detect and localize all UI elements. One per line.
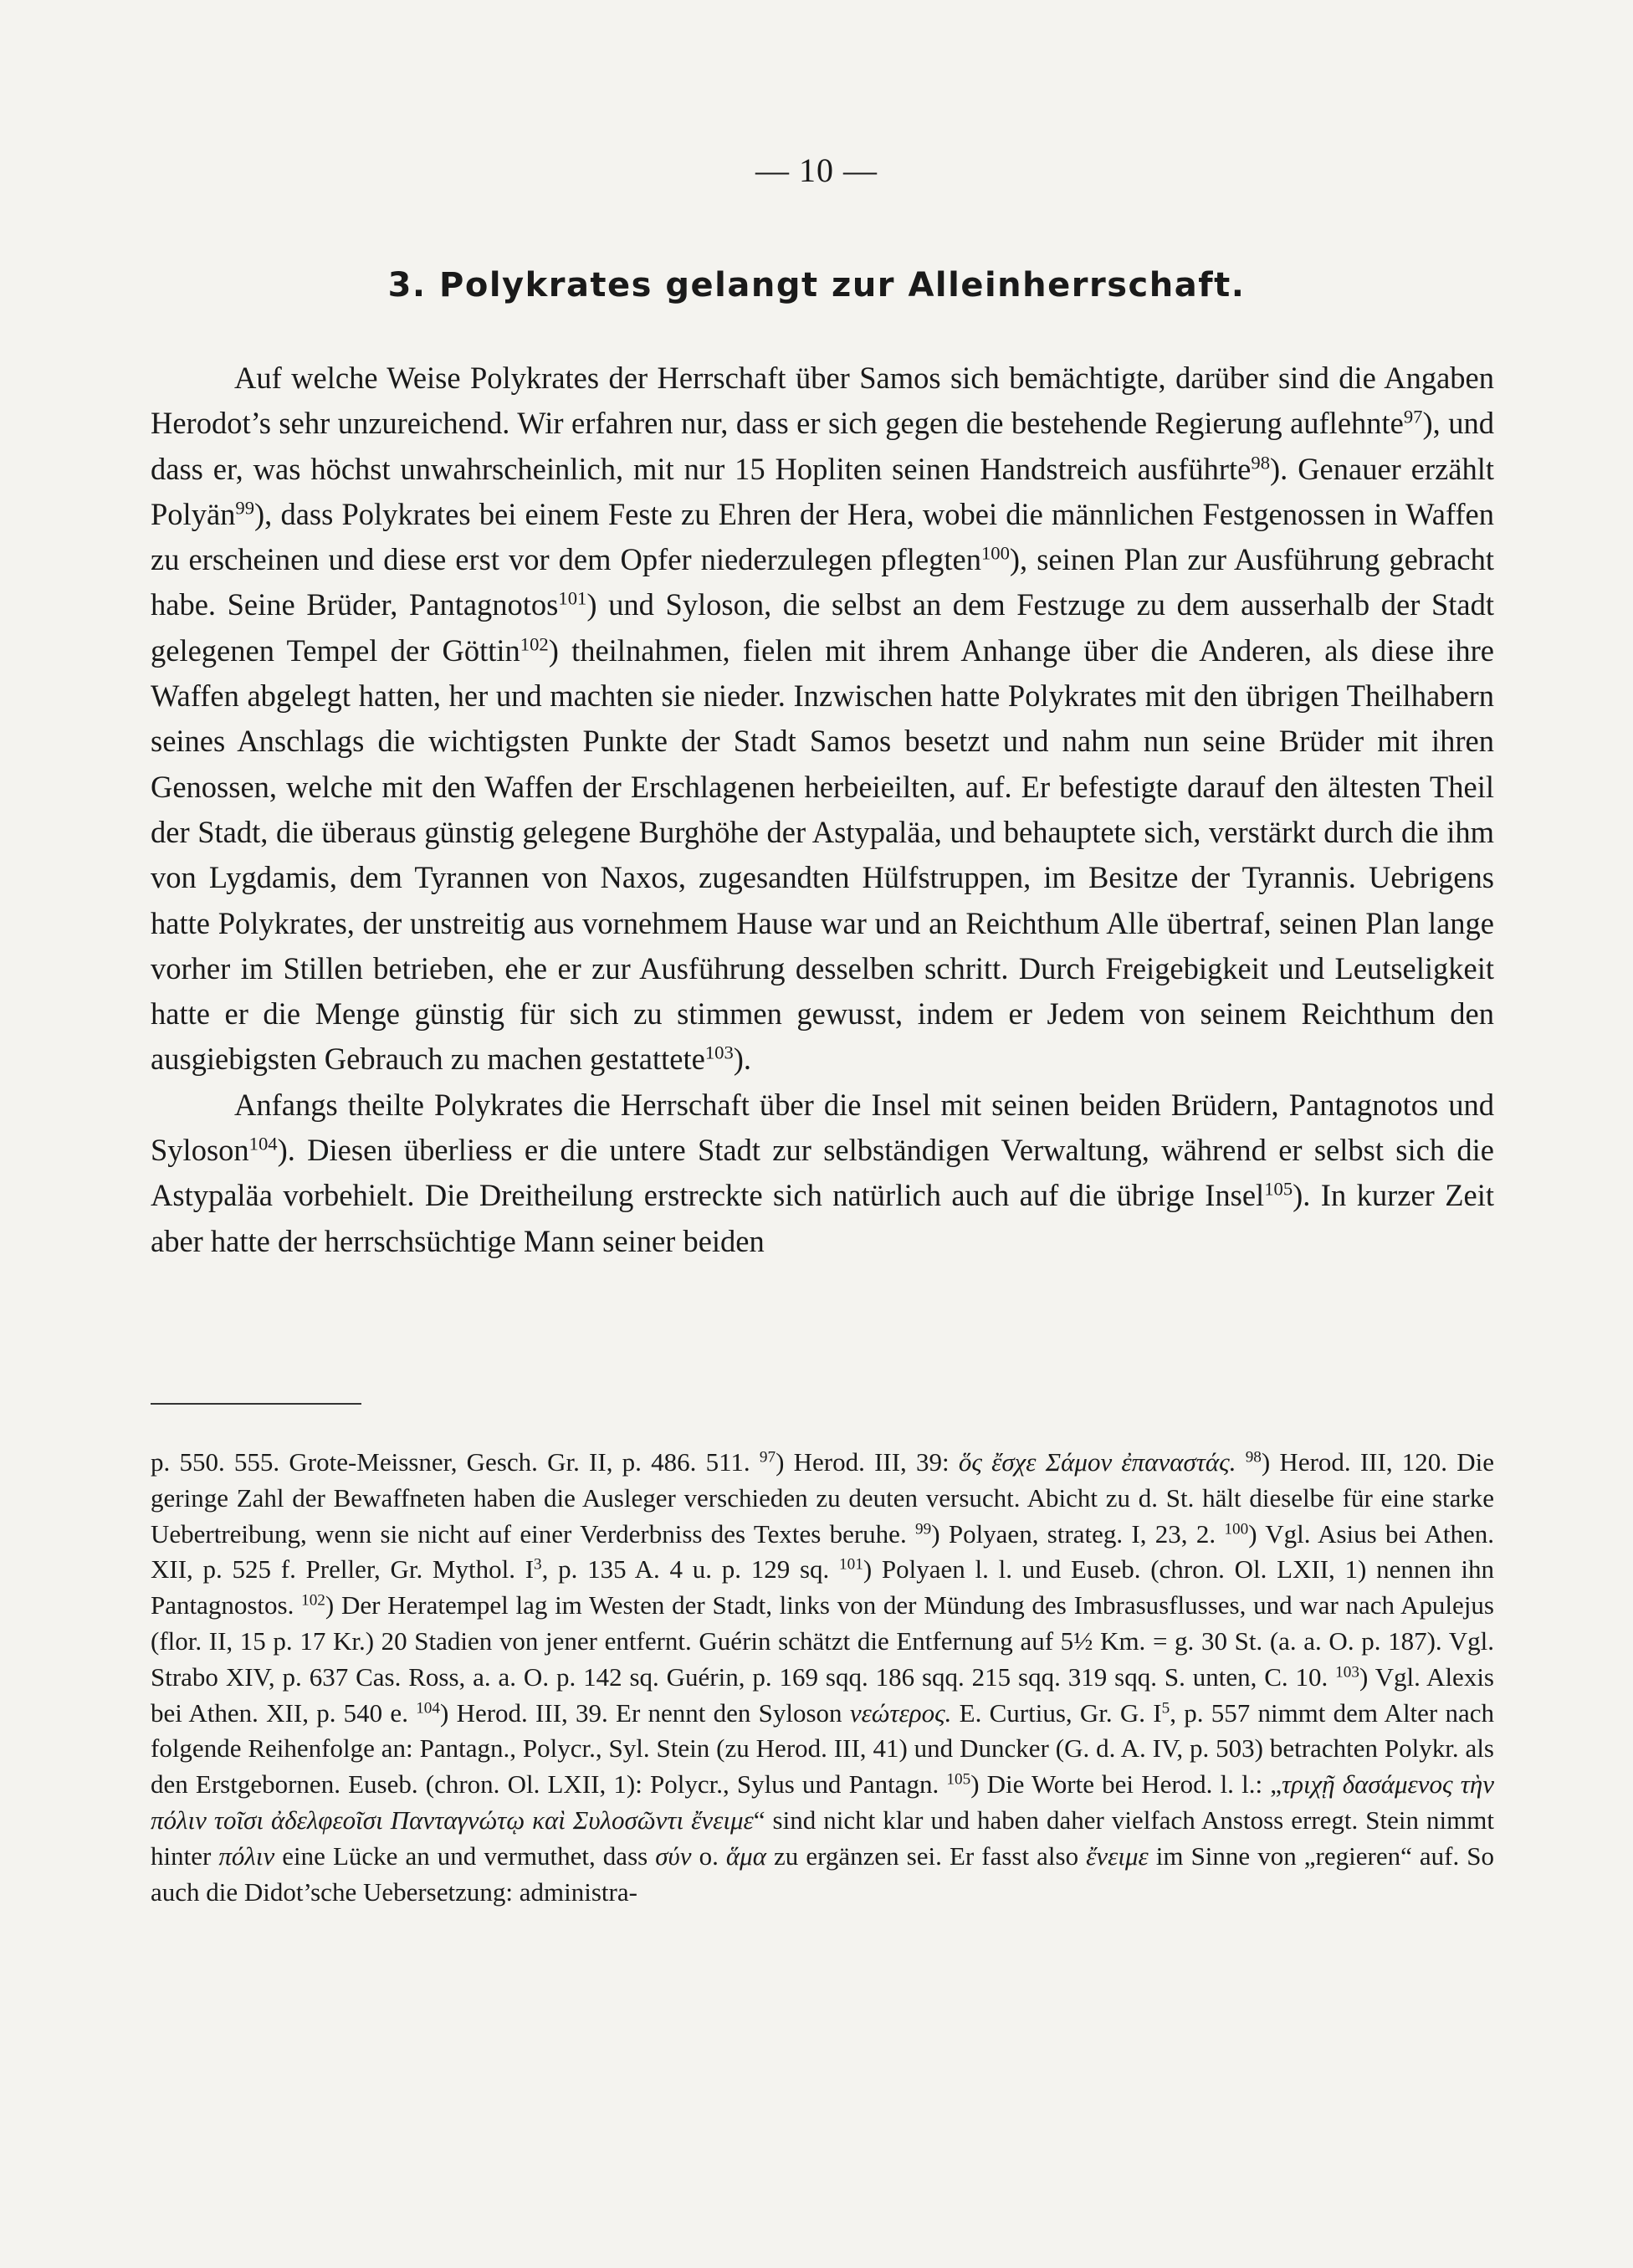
footnote-block bbox=[151, 1445, 1494, 1910]
text-run: ). Diesen überliess er die untere Stadt zur selbständigen Verwaltung, während er selbst sich die Astypaläa vorbehielt. Die Dreitheilung erstreckte sich natürlich auch auf die übrige Insel bbox=[151, 1133, 1494, 1213]
footnote-divider bbox=[151, 1403, 361, 1405]
text-run: , p. 557 nimmt dem Alter nach folgende Reihenfolge an: Pantagn., Polycr., Syl. Stein (zu Herod. III, 41) und Duncker (G. d. A. IV, p. 503) betrachten Polykr. als den Erstgebornen. Euseb. (chron. Ol. LXII, 1): Polycr., Sylus und Pantagn. bbox=[151, 1697, 1495, 1800]
footnote-marker: 102 bbox=[301, 1591, 325, 1610]
footnote-marker: 103 bbox=[704, 1042, 734, 1064]
text-run: “ sind nicht klar und haben daher vielfach Anstoss erregt. Stein nimmt hinter bbox=[151, 1805, 1494, 1871]
page-number: — 10 — bbox=[755, 151, 878, 189]
greek-quotation: πόλιν bbox=[218, 1841, 275, 1871]
footnote-marker: 103 bbox=[1335, 1663, 1359, 1682]
text-run: ) Polyaen l. l. und Euseb. (chron. Ol. LXII, 1) nennen ihn Pantagnostos. bbox=[151, 1554, 1494, 1620]
text-run: ) Polyaen, strateg. I, 23, 2. bbox=[931, 1518, 1225, 1549]
footnote-marker: 104 bbox=[416, 1699, 441, 1718]
text-run: eine Lücke an und vermuthet, dass bbox=[274, 1841, 656, 1871]
text-run: Anfangs theilte Polykrates die Herrschaft über die Insel mit seinen beiden Brüdern, Pantagnotos und Syloson bbox=[151, 1087, 1494, 1168]
text-run: Auf welche Weise Polykrates der Herrschaft über Samos sich bemächtigte, darüber sind die Angaben Herodot’s sehr unzureichend. Wir erfahren nur, dass er sich gegen die bestehende Regierung auflehnte bbox=[151, 361, 1494, 441]
footnote-marker: 99 bbox=[235, 497, 255, 519]
footnote-marker: 98 bbox=[1245, 1448, 1262, 1467]
text-run: zu ergänzen sei. Er fasst also bbox=[766, 1841, 1087, 1871]
greek-quotation: ἔνειμε bbox=[1086, 1841, 1149, 1871]
text-run: ) Herod. III, 39: bbox=[776, 1447, 959, 1477]
greek-quotation: νεώτερος. bbox=[849, 1697, 952, 1728]
footnote-marker: 99 bbox=[915, 1520, 932, 1538]
text-run bbox=[1236, 1447, 1245, 1477]
greek-quotation: ὅς ἔσχε Σάμον ἐπαναστάς. bbox=[958, 1447, 1236, 1477]
footnote-marker: 102 bbox=[520, 633, 549, 655]
text-run: im Sinne von „regieren“ auf. So auch die Didot’sche Uebersetzung: administra- bbox=[151, 1841, 1495, 1907]
text-run: E. Curtius, Gr. G. I bbox=[951, 1697, 1162, 1728]
text-run: ) Herod. III, 120. Die geringe Zahl der Bewaffneten haben die Ausleger verschieden zu deuten versucht. Abicht zu d. St. hält dieselbe für eine starke Uebertreibung, wenn sie nicht auf einer Verderbniss des Textes beruhe. bbox=[151, 1447, 1495, 1549]
greek-quotation: σύν bbox=[655, 1841, 692, 1871]
text-run: ). Genauer erzählt Polyän bbox=[151, 451, 1495, 531]
paragraph-2 bbox=[151, 1083, 1494, 1264]
text-run: o. bbox=[691, 1841, 726, 1871]
footnote-marker: 101 bbox=[839, 1555, 863, 1574]
text-run: ) und Syloson, die selbst an dem Festzuge zu dem ausserhalb der Stadt gelegenen Tempel der Göttin bbox=[151, 587, 1494, 668]
text-run: ) Herod. III, 39. Er nennt den Syloson bbox=[440, 1697, 850, 1728]
text-run: ) Die Worte bei Herod. l. l.: „ bbox=[970, 1769, 1282, 1800]
section-title: 3. Polykrates gelangt zur Alleinherrschaft. bbox=[387, 266, 1246, 305]
footnote-marker: 97 bbox=[1403, 406, 1423, 427]
footnote-marker: 100 bbox=[980, 542, 1010, 564]
footnote-marker: 98 bbox=[1251, 452, 1271, 474]
text-run: ) Vgl. Asius bei Athen. XII, p. 525 f. Preller, Gr. Mythol. I bbox=[151, 1518, 1494, 1585]
footnote-marker: 5 bbox=[1161, 1699, 1170, 1718]
footnotes bbox=[151, 1445, 1494, 1910]
text-run: ) Der Heratempel lag im Westen der Stadt, links von der Mündung des Imbrasusflusses, und war nach Apulejus (flor. II, 15 p. 17 Kr.) 20 Stadien von jener entfernt. Guérin schätzt die Entfernung auf 5½ Km. = g. 30 St. (a. a. O. p. 187). Vgl. Strabo XIV, p. 637 Cas. Ross, a. a. O. p. 142 sq. Guérin, p. 169 sqq. 186 sqq. 215 sqq. 319 sqq. S. unten, C. 10. bbox=[151, 1590, 1494, 1692]
greek-quotation: ἅμα bbox=[725, 1841, 766, 1871]
text-run: ). In kurzer Zeit aber hatte der herrschsüchtige Mann seiner beiden bbox=[151, 1178, 1494, 1258]
text-run: ), seinen Plan zur Ausführung gebracht habe. Seine Brüder, Pantagnotos bbox=[151, 542, 1495, 622]
text-run: p. 550. 555. Grote-Meissner, Gesch. Gr. II, p. 486. 511. bbox=[151, 1447, 760, 1477]
text-run: ). bbox=[733, 1042, 752, 1077]
footnote-marker: 100 bbox=[1224, 1520, 1249, 1538]
text-run: ), und dass er, was höchst unwahrscheinlich, mit nur 15 Hopliten seinen Handstreich ausführte bbox=[151, 406, 1494, 486]
text-run: ), dass Polykrates bei einem Feste zu Ehren der Hera, wobei die männlichen Festgenossen in Waffen zu erscheinen und diese erst vor dem Opfer niederzulegen pflegten bbox=[151, 496, 1494, 577]
greek-quotation: τριχῇ δασάμενος τὴν πόλιν τοῖσι ἀδελφεοῖσι Πανταγνώτῳ καὶ Συλοσῶντι ἔνειμε bbox=[151, 1769, 1494, 1835]
body-text bbox=[151, 356, 1494, 1264]
paragraph-1 bbox=[151, 356, 1494, 1083]
footnote-marker: 97 bbox=[759, 1448, 776, 1467]
footnote-marker: 101 bbox=[558, 588, 587, 610]
footnote-marker: 105 bbox=[946, 1770, 971, 1789]
footnote-marker: 3 bbox=[534, 1555, 542, 1574]
text-run: ) theilnahmen, fielen mit ihrem Anhange über die Anderen, als diese ihre Waffen abgelegt hatten, her und machten sie nieder. Inzwischen hatte Polykrates mit den übrigen Theilhabern seines Anschlags die wichtigsten Punkte der Stadt Samos besetzt und nahm nun seine Brüder mit ihren Genossen, welche mit den Waffen der Erschlagenen herbeieilten, auf. Er befestigte darauf den ältesten Theil der Stadt, die überaus günstig gelegene Burghöhe der Astypaläa, und behauptete sich, verstärkt durch die ihm von Lygdamis, dem Tyrannen von Naxos, zugesandten Hülfstruppen, im Besitze der Tyrannis. Uebrigens hatte Polykrates, der unstreitig aus vornehmem Hause war und an Reichthum Alle übertraf, seinen Plan lange vorher im Stillen betrieben, ehe er zur Ausführung desselben schritt. Durch Freigebigkeit und Leutseligkeit hatte er die Menge günstig für sich zu stimmen gewusst, indem er Jedem von seinem Reichthum den ausgiebigsten Gebrauch zu machen gestattete bbox=[151, 632, 1494, 1077]
text-run: ) Vgl. Alexis bei Athen. XII, p. 540 e. bbox=[151, 1661, 1494, 1728]
text-run: , p. 135 A. 4 u. p. 129 sq. bbox=[541, 1554, 840, 1585]
footnote-marker: 105 bbox=[1264, 1178, 1293, 1200]
footnote-marker: 104 bbox=[248, 1133, 278, 1154]
